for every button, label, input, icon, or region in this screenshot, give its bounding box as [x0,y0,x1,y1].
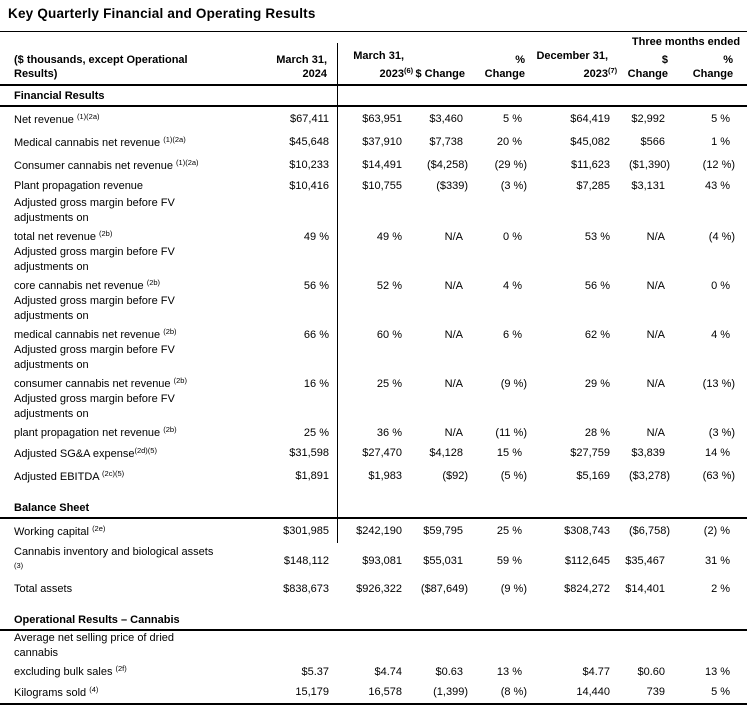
table-row [0,464,747,487]
table-row [0,343,747,392]
value-cell: $926,322 [356,583,402,595]
value-cell: 5 % [679,680,747,704]
value-cell: 28 % [584,427,610,439]
value-cell: 25 % [376,378,402,390]
value-cell: 53 % [584,231,610,243]
value-cell: N/A [646,427,665,439]
value-cell: $59,795 [423,524,463,537]
section-header: Balance Sheet [0,498,747,518]
value-cell: N/A [444,378,463,390]
value-cell: 36 % [376,427,402,439]
col-dollar-change-qoq: $ Change [617,50,679,85]
footnote-superscript: (2b) [173,376,187,385]
footnote-superscript: (4) [89,685,99,694]
table-header [0,32,747,85]
value-cell: 16 % [303,378,329,390]
value-cell: $37,910 [362,135,402,148]
value-cell: $31,598 [289,446,329,459]
value-cell: $5.37 [301,666,329,678]
value-cell: ($87,649) [420,583,468,595]
value-cell: N/A [444,280,463,292]
table-row [0,392,747,441]
value-cell: $4,128 [429,446,463,459]
value-cell: $7,738 [429,135,463,148]
value-cell: 25 % [303,427,329,439]
footnote-superscript: (2b) [163,327,177,336]
value-cell: 6 % [503,329,522,341]
footnote-superscript: (2b) [163,425,177,434]
value-cell: 56 % [303,280,329,292]
value-cell: N/A [646,231,665,243]
value-cell: 739 [617,680,679,704]
row-label: Adjusted gross margin before FV adjustments on consumer cannabis net revenue $^{(2b)}$ [14,344,187,390]
footnote-superscript: (2b) [146,278,161,287]
row-label: Adjusted gross margin before FV adjustments on core cannabis net revenue $^{(2b)}$ [14,246,175,292]
value-cell: 49 % [303,231,329,243]
table-row [0,245,747,294]
value-cell: $0.60 [637,666,665,678]
value-cell: 14,440 [529,680,617,704]
row-label: Adjusted gross margin before FV adjustments on plant propagation net revenue $^{(2b)}$ [14,393,177,439]
footnote-superscript: (1)(2a) [176,158,199,167]
value-cell: 1 % [711,135,731,148]
value-cell: $45,082 [570,135,610,148]
section-header: Financial Results [0,85,747,106]
row-label: Working capital $^{(2e)}$ [14,524,106,538]
table-row [0,579,747,599]
value-cell: 56 % [584,280,610,292]
value-cell: $55,031 [423,554,463,567]
value-cell: $67,411 [290,112,329,125]
value-cell: 60 % [376,329,402,341]
value-cell: 59 % [496,554,522,567]
value-cell: $838,673 [283,583,329,595]
value-cell: (2) % [703,524,731,537]
value-cell: $45,648 [289,135,329,148]
three-months-ended-label: Three months ended [631,36,741,48]
value-cell: (5 %) [500,469,527,482]
table-row [0,130,747,153]
value-cell: $14,401 [625,583,665,595]
table-row [0,630,747,680]
value-cell: ($92) [442,469,468,482]
value-cell: $4.77 [582,666,610,678]
value-cell: $112,645 [564,554,610,567]
table-row [0,518,747,542]
footnote-superscript: (3) [14,561,24,570]
page-title: Key Quarterly Financial and Operating Results [8,6,316,21]
footnote-superscript: (2b) [99,229,113,238]
col-march-2024: March 31, 2024 [218,50,337,85]
value-cell: 5 % [503,112,522,125]
value-cell: N/A [444,427,463,439]
value-cell: $308,743 [564,524,610,537]
value-cell: $93,081 [362,554,402,567]
value-cell: $10,416 [289,180,329,192]
row-label: Adjusted gross margin before FV adjustments on medical cannabis net revenue $^{(2b)}$ [14,295,177,341]
row-label: Net revenue $^{(1)(2a)}$ [14,112,100,126]
value-cell: ($1,390) [629,158,670,171]
value-cell: (9 %) [500,378,527,390]
table-body [0,85,747,704]
value-cell: (12 %) [702,158,736,171]
table-row [0,441,747,464]
row-label: Medical cannabis net revenue $^{(1)(2a)}$ [14,135,186,149]
value-cell: 25 % [496,524,522,537]
table-row [0,294,747,343]
value-cell: 0 % [711,280,731,292]
value-cell: $0.63 [435,666,463,678]
footnote-superscript: (2d)(5) [134,446,157,455]
footnote-superscript: (2f) [115,664,127,673]
row-label: Plant propagation revenue [14,180,144,192]
value-cell: $3,131 [631,180,665,192]
value-cell: 31 % [704,554,731,567]
value-cell: $27,759 [570,446,610,459]
value-cell: 13 % [704,666,731,678]
footnote-superscript: (2e) [92,524,106,533]
table-row [0,196,747,245]
table-row [0,498,747,518]
table-row [0,599,747,610]
col-percent-change-yoy: % Change [470,50,529,85]
value-cell: (3 %) [708,427,736,439]
value-cell: $566 [640,135,665,148]
value-cell: ($339) [436,180,468,192]
value-cell: ($3,278) [629,469,670,482]
value-cell: 4 % [711,329,731,341]
financial-results-table [0,32,747,705]
table-row [0,487,747,498]
value-cell: $35,467 [625,554,665,567]
value-cell: (4 %) [708,231,736,243]
value-cell: (3 %) [500,180,527,192]
value-cell: 14 % [704,446,731,459]
column-divider-line [337,43,338,543]
value-cell: ($4,258) [427,158,468,171]
value-cell: $3,460 [429,112,463,125]
table-row [0,542,747,579]
table-row [0,610,747,630]
value-cell: (8 %) [470,680,529,704]
value-cell: $11,623 [571,158,610,171]
value-cell: 49 % [376,231,402,243]
value-cell: 4 % [503,280,522,292]
value-cell: 13 % [496,666,522,678]
col-percent-change-qoq: % Change [679,50,747,85]
table-row [0,680,747,704]
table-row [0,176,747,196]
value-cell: (11 %) [495,427,527,439]
footnote-superscript: (2c)(5) [102,469,125,478]
value-cell: $27,470 [362,446,402,459]
column-header-row [0,50,747,85]
value-cell: $301,985 [283,524,329,537]
value-cell: $1,891 [295,469,329,482]
value-cell: $1,983 [368,469,402,482]
value-cell: 0 % [503,231,522,243]
col-march-2023: March 31, 2023(6) [337,50,407,85]
value-cell: (63 %) [702,469,736,482]
row-label: Cannabis inventory and biological assets $^{(3)}$ [14,546,214,570]
value-cell: 52 % [376,280,402,292]
value-cell: $63,951 [362,112,402,125]
value-cell: 15 % [496,446,522,459]
row-label: Average net selling price of dried cannabis excluding bulk sales $^{(2f)}$ [14,632,175,678]
value-cell: (9 %) [500,583,527,595]
value-cell: $242,190 [356,524,402,537]
row-label: Adjusted EBITDA $^{(2c)(5)}$ [14,469,125,483]
value-cell: N/A [646,280,665,292]
value-cell: (29 %) [494,158,527,171]
value-cell: N/A [646,378,665,390]
value-cell: $14,491 [362,158,402,171]
value-cell: 2 % [711,583,731,595]
footnote-superscript: (1)(2a) [163,135,186,144]
value-cell: N/A [444,231,463,243]
period-group-row [0,32,747,50]
value-cell: $824,272 [564,583,610,595]
value-cell: ($6,758) [629,524,670,537]
value-cell: 20 % [496,135,522,148]
col-december-2023: December 31, 2023(7) [529,50,617,85]
value-cell: N/A [444,329,463,341]
value-cell: 16,578 [337,680,407,704]
table-row [0,106,747,130]
value-cell: $3,839 [631,446,665,459]
value-cell: 66 % [303,329,329,341]
value-cell: N/A [646,329,665,341]
value-cell: $7,285 [576,180,610,192]
value-cell: $10,755 [362,180,402,192]
value-cell: $5,169 [576,469,610,482]
table-row [0,85,747,106]
col-label: ($ thousands, except Operational Results) [0,50,218,85]
value-cell: 62 % [584,329,610,341]
row-label: Kilograms sold $^{(4)}$ [0,680,218,704]
value-cell: (1,399) [407,680,470,704]
spacer-row [0,487,747,498]
value-cell: 43 % [704,180,731,192]
row-label: Total assets [14,583,73,595]
row-label: Consumer cannabis net revenue $^{(1)(2a)}$ [14,158,199,172]
value-cell: (13 %) [702,378,736,390]
value-cell: $2,992 [631,112,665,125]
value-cell: 29 % [584,378,610,390]
value-cell: $4.74 [374,666,402,678]
row-label: Adjusted SG&A expense$^{(2d)(5)}$ [14,446,157,460]
value-cell: $10,233 [289,158,329,171]
footnote-superscript: (1)(2a) [76,112,100,121]
value-cell: 5 % [711,112,731,125]
table-row [0,153,747,176]
col-dollar-change-yoy: $ Change [407,50,470,85]
section-header: Operational Results – Cannabis [0,610,747,630]
value-cell: 15,179 [218,680,337,704]
value-cell: $64,419 [570,112,610,125]
spacer-row [0,599,747,610]
value-cell: $148,112 [283,554,329,567]
row-label: Adjusted gross margin before FV adjustments on total net revenue $^{(2b)}$ [14,197,175,243]
